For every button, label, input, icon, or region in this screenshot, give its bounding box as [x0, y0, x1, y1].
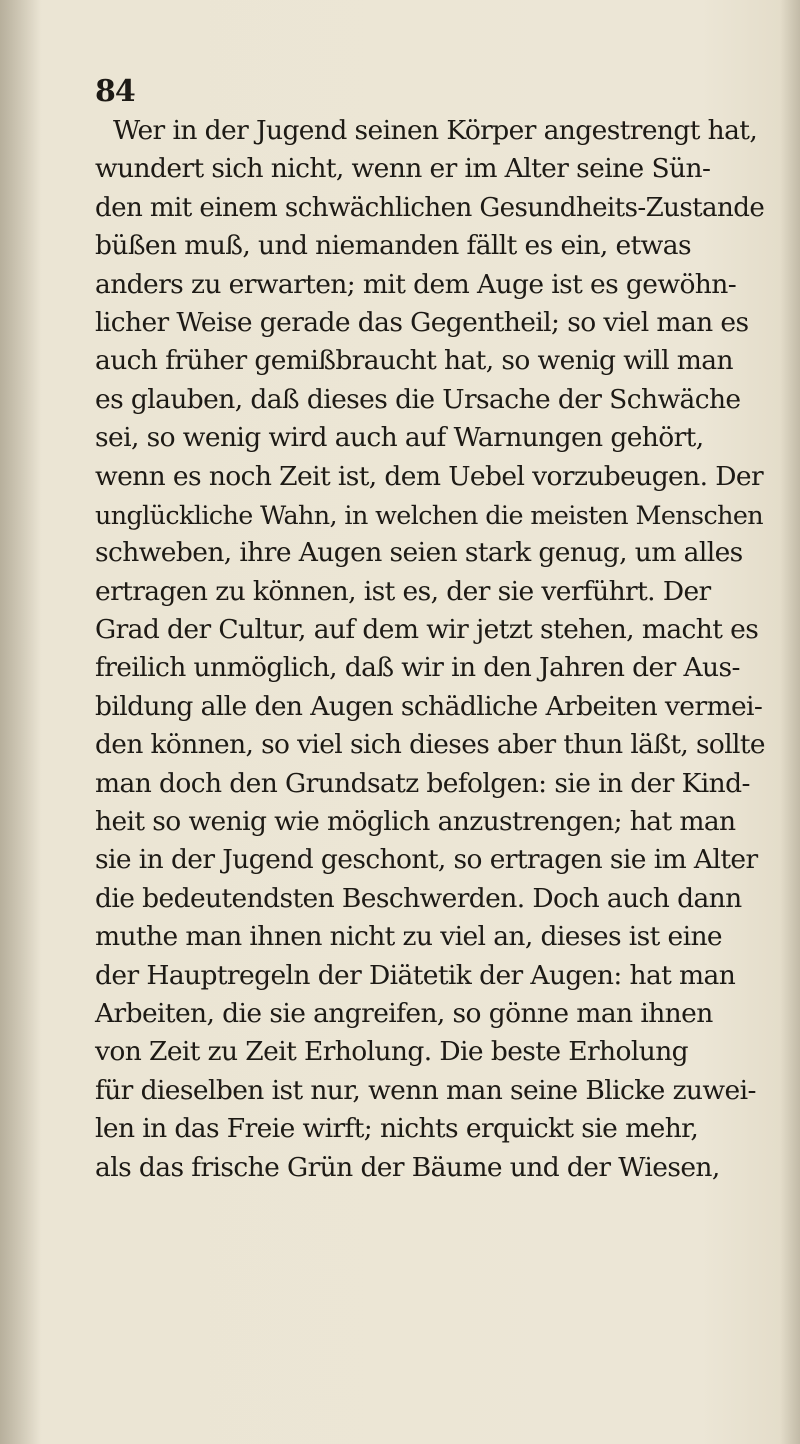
- text-line: unglückliche Wahn, in welchen die meisten Menschen: [95, 499, 764, 530]
- text-line: Arbeiten, die sie angreifen, so gönne man ihnen: [95, 997, 713, 1029]
- text-line: von Zeit zu Zeit Erholung. Die beste Erholung: [95, 1036, 689, 1068]
- text-line: wenn es noch Zeit ist, dem Uebel vorzubeugen. Der: [95, 460, 764, 492]
- text-line: bildung alle den Augen schädliche Arbeiten vermei-: [95, 690, 763, 722]
- text-line: den können, so viel sich dieses aber thun läßt, sollte: [95, 729, 765, 761]
- text-line: den mit einem schwächlichen Gesundheits-Zustande: [95, 192, 765, 223]
- text-line: Grad der Cultur, auf dem wir jetzt stehen, macht es: [95, 614, 759, 646]
- text-line: ertragen zu können, ist es, der sie verführt. Der: [95, 575, 711, 607]
- text-line: sei, so wenig wird auch auf Warnungen gehört,: [95, 422, 704, 454]
- text-line: für dieselben ist nur, wenn man seine Blicke zuwei-: [95, 1074, 756, 1106]
- text-line: man doch den Grundsatz befolgen: sie in der Kind-: [95, 767, 750, 799]
- body-text: [95, 112, 765, 1187]
- text-line: die bedeutendsten Beschwerden. Doch auch dann: [95, 882, 742, 914]
- page-gutter-shadow: [0, 0, 42, 1444]
- text-line: es glauben, daß dieses die Ursache der Schwäche: [95, 383, 741, 415]
- text-line: sie in der Jugend geschont, so ertragen sie im Alter: [95, 844, 758, 876]
- text-line: anders zu erwarten; mit dem Auge ist es gewöhn-: [95, 268, 737, 300]
- text-line: muthe man ihnen nicht zu viel an, dieses ist eine: [95, 921, 723, 953]
- page-edge-shadow: [780, 0, 800, 1444]
- text-line: schweben, ihre Augen seien stark genug, um alles: [95, 537, 743, 569]
- text-line: licher Weise gerade das Gegentheil; so viel man es: [95, 306, 749, 338]
- text-line: Wer in der Jugend seinen Körper angestrengt hat,: [113, 115, 758, 146]
- text-line: als das frische Grün der Bäume und der Wiesen,: [95, 1151, 720, 1183]
- text-line: len in das Freie wirft; nichts erquickt sie mehr,: [95, 1113, 699, 1145]
- text-line: büßen muß, und niemanden fällt es ein, etwas: [95, 230, 691, 262]
- text-line: freilich unmöglich, daß wir in den Jahren der Aus-: [95, 652, 740, 684]
- text-line: auch früher gemißbraucht hat, so wenig will man: [95, 345, 733, 377]
- text-line: der Hauptregeln der Diätetik der Augen: hat man: [95, 959, 736, 991]
- page-number: 84: [95, 74, 135, 109]
- text-line: wundert sich nicht, wenn er im Alter seine Sün-: [95, 153, 711, 185]
- text-line: heit so wenig wie möglich anzustrengen; hat man: [95, 806, 736, 838]
